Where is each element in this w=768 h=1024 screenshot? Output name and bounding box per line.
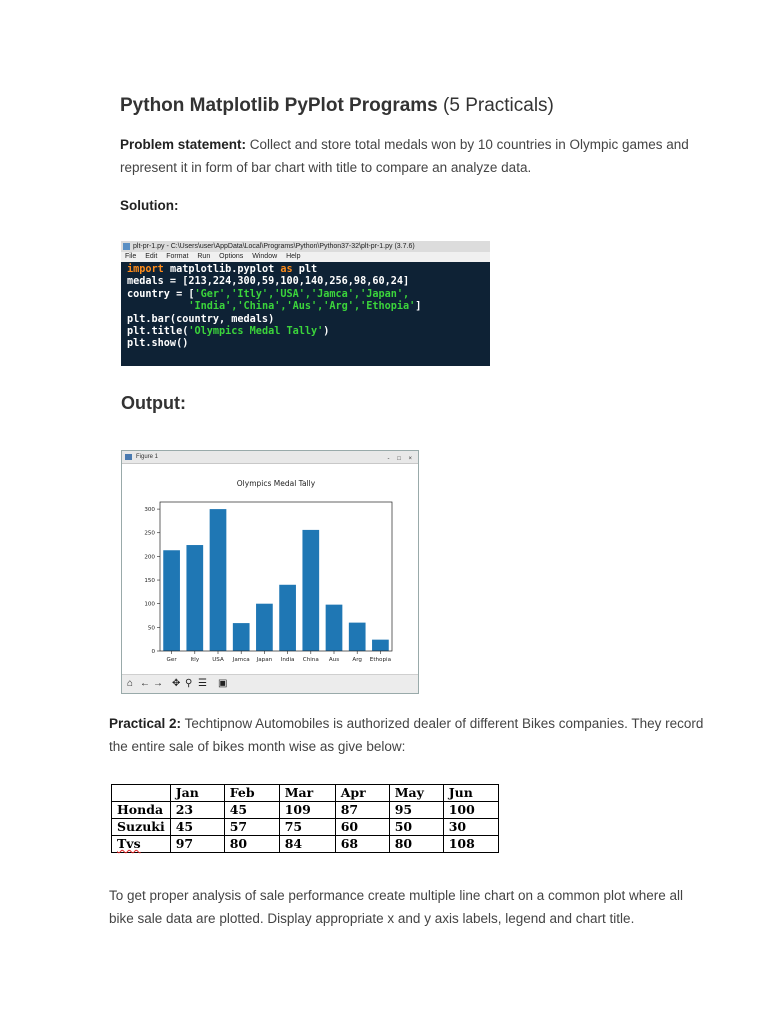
idle-titlebar [121,241,490,252]
x-tick-label: Aus [328,657,340,663]
y-tick-label: 250 [144,530,155,537]
table-cell: 100 [443,802,498,819]
code-text: country = [ [127,288,195,300]
table-cell: 23 [170,802,224,819]
table-cell: 45 [224,802,279,819]
code-text: plt [292,264,318,275]
forward-arrow-icon[interactable]: → [153,678,163,689]
row-header: Honda [112,802,171,819]
menu-format[interactable]: Format [166,253,189,260]
chart-title: Olympics Medal Tally [236,479,316,488]
y-tick-label: 100 [144,601,155,608]
menu-help[interactable]: Help [286,253,301,260]
table-cell: 30 [443,819,498,836]
code-line: plt.bar(country, medals) [127,313,275,325]
idle-title-text: plt-pr-1.py - C:\Users\user\AppData\Local\Programs\Python\Python37-32\plt-pr-1.py (3.7.6) [133,243,415,250]
figure-title: Figure 1 [136,454,159,460]
practical-2-label: Practical 2: [109,716,182,731]
y-tick-label: 50 [147,625,155,632]
code-area[interactable] [121,262,490,351]
table-cell: 108 [443,836,498,853]
table-cell: 87 [335,802,389,819]
table-cell: 109 [279,802,335,819]
table-cell: 60 [335,819,389,836]
bar [210,509,227,651]
figure-titlebar [122,451,418,464]
x-tick-label: Jamca [232,657,250,663]
bar [186,545,203,651]
closing-paragraph: To get proper analysis of sale performance create multiple line chart on a common plot where all bike sale data are plotted. Display appropriate x and y axis labels, legend and chart title. [109,888,684,926]
bar-chart [122,464,418,674]
idle-menubar [121,252,490,262]
home-icon[interactable]: ⌂ [127,678,134,689]
table-corner-cell [112,785,171,802]
table-row [112,819,499,836]
table-cell: 50 [389,819,443,836]
table-cell: 97 [170,836,224,853]
code-keyword: import [127,264,164,275]
bar [326,605,343,651]
x-tick-label: China [302,657,319,663]
figure-window [121,450,419,694]
table-cell: 84 [279,836,335,853]
menu-run[interactable]: Run [197,253,211,260]
x-tick-label: USA [212,657,224,663]
table-cell: 75 [279,819,335,836]
menu-options[interactable]: Options [219,253,244,260]
bar [256,604,273,651]
month-header: Apr [335,785,389,802]
y-tick-label: 200 [144,554,155,561]
pan-icon[interactable]: ✥ [172,678,181,689]
table-cell: 45 [170,819,224,836]
problem-statement [120,133,720,179]
figure-window-icon [125,454,132,460]
practical-2-paragraph [109,712,709,758]
bar [163,550,180,651]
bar [372,640,389,651]
figure-toolbar [122,674,418,693]
sales-table [111,784,499,853]
idle-editor-window [121,241,490,366]
month-header: May [389,785,443,802]
table-cell: 57 [224,819,279,836]
bar [349,623,366,651]
code-keyword: as [280,264,293,275]
problem-text: Collect and store total medals won by 10 countries in Olympic games and represent it in form of bar chart with title to compare an analyze data. [120,137,689,175]
solution-label: Solution: [120,198,179,213]
code-text [127,301,188,312]
bar [302,530,319,651]
month-header: Jan [170,785,224,802]
menu-edit[interactable]: Edit [145,253,158,260]
x-tick-label: Itly [190,657,200,663]
table-cell: 68 [335,836,389,853]
page-title [120,95,554,117]
x-tick-label: Ger [166,657,177,663]
table-cell: 95 [389,802,443,819]
code-string: 'Olympics Medal Tally' [188,326,324,338]
code-text: plt.title( [127,326,189,338]
output-label: Output: [121,393,186,413]
month-header: Feb [224,785,279,802]
table-row [112,836,499,853]
row-header: Suzuki [112,819,171,836]
python-file-icon [123,243,130,250]
zoom-icon[interactable]: ⚲ [185,678,193,689]
y-tick-label: 300 [144,507,155,514]
save-icon[interactable]: ▣ [218,678,228,689]
menu-window[interactable]: Window [252,253,278,260]
code-text: ) [323,326,330,338]
month-header: Jun [443,785,498,802]
bar [279,585,296,651]
y-tick-label: 150 [144,578,155,585]
figure-canvas [122,464,418,674]
configure-subplots-icon[interactable]: ☰ [198,678,207,689]
page-title-main: Python Matplotlib PyPlot Programs [120,95,438,116]
table-header-row [112,785,499,802]
row-header-text: Tvs [117,836,141,851]
x-tick-label: Ethopia [369,657,392,663]
code-string: 'Ger','Itly','USA','Jamca','Japan', [194,288,410,300]
problem-label: Problem statement: [120,137,247,152]
table-cell: 80 [389,836,443,853]
table-cell: 80 [224,836,279,853]
y-tick-label: 0 [151,649,155,655]
code-line: plt.show() [127,338,189,350]
page-title-suffix: (5 Practicals) [443,95,554,116]
bar [233,623,250,651]
table-row [112,802,499,819]
x-tick-label: Japan [256,657,273,663]
practical-2-text: Techtipnow Automobiles is authorized dealer of different Bikes companies. They record the entire sale of bikes month wise as give below: [109,716,704,754]
code-string: 'India','China','Aus','Arg','Ethopia' [188,301,416,313]
window-controls[interactable]: - □ × [387,456,415,462]
code-text: ] [415,301,422,313]
x-tick-label: India [280,657,295,663]
row-header [112,836,171,853]
code-text: matplotlib.pyplot [163,264,281,275]
menu-file[interactable]: File [125,253,137,260]
x-tick-label: Arg [352,657,362,663]
back-arrow-icon[interactable]: ← [140,678,150,689]
code-line: medals = [213,224,300,59,100,140,256,98,60,24] [127,276,410,288]
month-header: Mar [279,785,335,802]
